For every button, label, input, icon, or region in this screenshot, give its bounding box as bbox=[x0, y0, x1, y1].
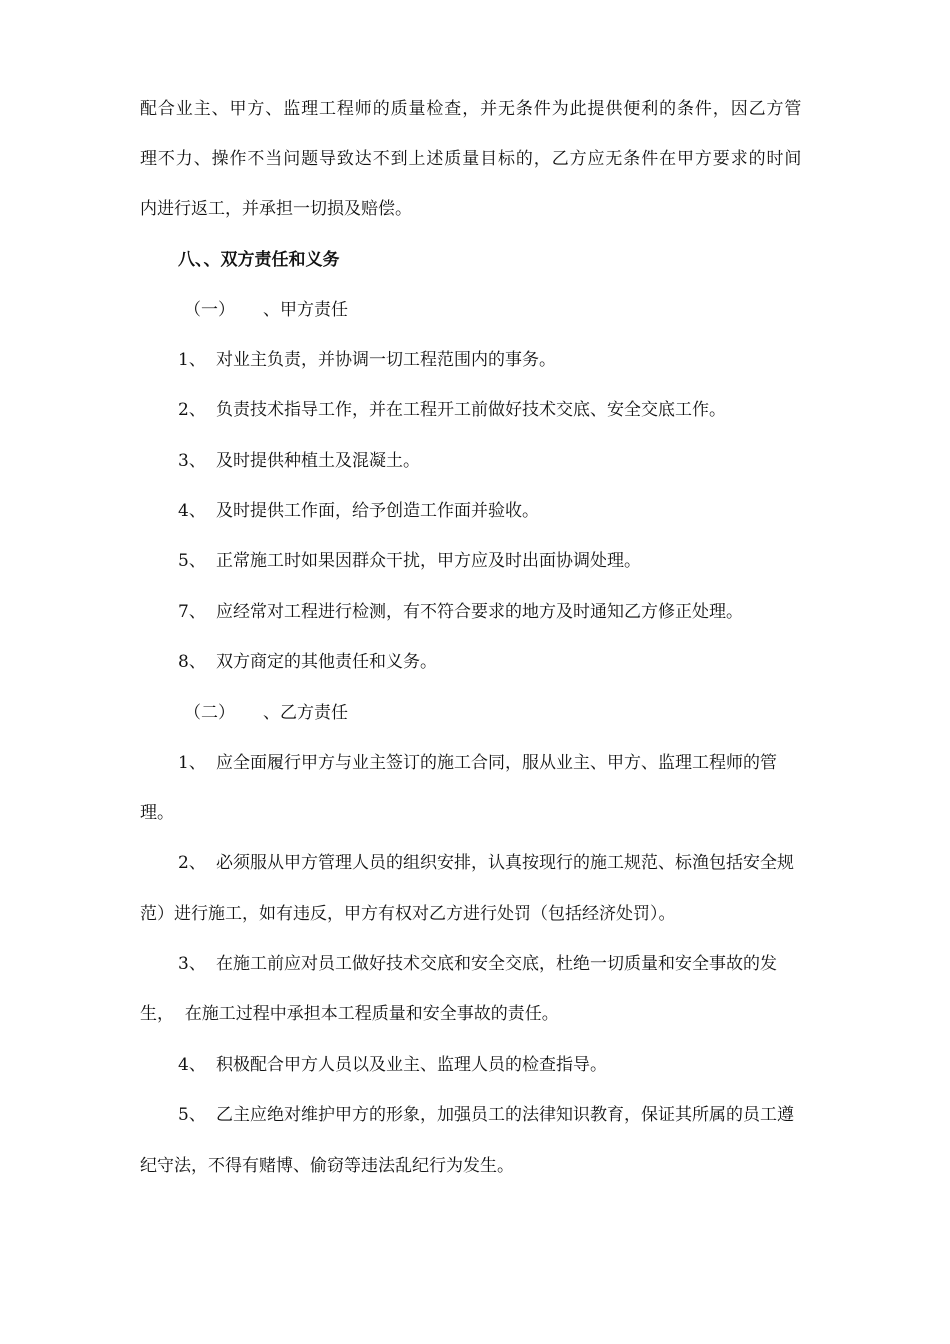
section-heading: 八、、双方责任和义务 bbox=[178, 250, 340, 270]
party-b-item-3 bbox=[178, 947, 777, 981]
item-text: 应经常对工程进行检测，有不符合要求的地方及时通知乙方修正处理。 bbox=[216, 602, 743, 622]
party-b-heading bbox=[184, 696, 348, 730]
item-text: 乙主应绝对维护甲方的形象，加强员工的法律知识教育，保证其所属的员工遵 bbox=[216, 1105, 794, 1125]
party-a-item-7 bbox=[178, 595, 743, 629]
item-number: 4、 bbox=[178, 1055, 206, 1075]
party-b-item-1 bbox=[178, 746, 777, 780]
item-number: 5、 bbox=[178, 551, 206, 571]
item-text: 应全面履行甲方与业主签订的施工合同，服从业主、甲方、监理工程师的管 bbox=[216, 753, 777, 773]
item-number: 2、 bbox=[178, 853, 206, 873]
item-text: 在施工前应对员工做好技术交底和安全交底，杜绝一切质量和安全事故的发 bbox=[216, 954, 777, 974]
item-text: 积极配合甲方人员以及业主、监理人员的检查指导。 bbox=[216, 1055, 607, 1075]
party-a-item-1 bbox=[178, 343, 556, 377]
party-a-item-2 bbox=[178, 393, 726, 427]
party-b-item-1-cont: 理。 bbox=[140, 803, 174, 823]
item-number: 8、 bbox=[178, 652, 206, 672]
party-b-item-5 bbox=[178, 1098, 794, 1132]
party-a-item-3 bbox=[178, 444, 420, 478]
party-a-heading-num: （一） bbox=[184, 300, 235, 320]
item-text: 双方商定的其他责任和义务。 bbox=[216, 652, 437, 672]
party-b-item-4 bbox=[178, 1048, 607, 1082]
party-a-heading bbox=[184, 293, 348, 327]
item-text: 负责技术指导工作，并在工程开工前做好技术交底、安全交底工作。 bbox=[216, 400, 726, 420]
item-text: 对业主负责，并协调一切工程范围内的事务。 bbox=[216, 350, 556, 370]
item-text: 及时提供种植土及混凝土。 bbox=[216, 451, 420, 471]
party-b-item-2 bbox=[178, 846, 794, 880]
item-number: 4、 bbox=[178, 501, 206, 521]
item-text: 必须服从甲方管理人员的组织安排，认真按现行的施工规范、标渔包括安全规 bbox=[216, 853, 794, 873]
item-number: 7、 bbox=[178, 602, 206, 622]
item-text: 正常施工时如果因群众干扰，甲方应及时出面协调处理。 bbox=[216, 551, 641, 571]
party-b-item-5-cont: 纪守法，不得有赌博、偷窃等违法乱纪行为发生。 bbox=[140, 1156, 514, 1176]
intro-line-3: 内进行返工，并承担一切损及赔偿。 bbox=[140, 199, 412, 219]
intro-line-1: 配合业主、甲方、监理工程师的质量检查，并无条件为此提供便利的条件，因乙方管 bbox=[140, 99, 803, 119]
party-a-heading-text: 、甲方责任 bbox=[263, 300, 348, 320]
item-text: 及时提供工作面，给予创造工作面并验收。 bbox=[216, 501, 539, 521]
item-number: 1、 bbox=[178, 350, 206, 370]
party-a-item-4 bbox=[178, 494, 539, 528]
party-a-item-8 bbox=[178, 645, 437, 679]
party-b-item-2-cont: 范）进行施工，如有违反，甲方有权对乙方进行处罚（包括经济处罚）。 bbox=[140, 904, 676, 924]
item-number: 5、 bbox=[178, 1105, 206, 1125]
item-number: 2、 bbox=[178, 400, 206, 420]
item-number: 3、 bbox=[178, 954, 206, 974]
intro-line-2: 理不力、操作不当问题导致达不到上述质量目标的，乙方应无条件在甲方要求的时间 bbox=[140, 149, 803, 169]
party-b-heading-text: 、乙方责任 bbox=[263, 703, 348, 723]
item-number: 1、 bbox=[178, 753, 206, 773]
party-a-item-5 bbox=[178, 544, 641, 578]
party-b-heading-num: （二） bbox=[184, 703, 235, 723]
item-number: 3、 bbox=[178, 451, 206, 471]
party-b-item-3-cont: 生， 在施工过程中承担本工程质量和安全事故的责任。 bbox=[140, 1004, 559, 1024]
